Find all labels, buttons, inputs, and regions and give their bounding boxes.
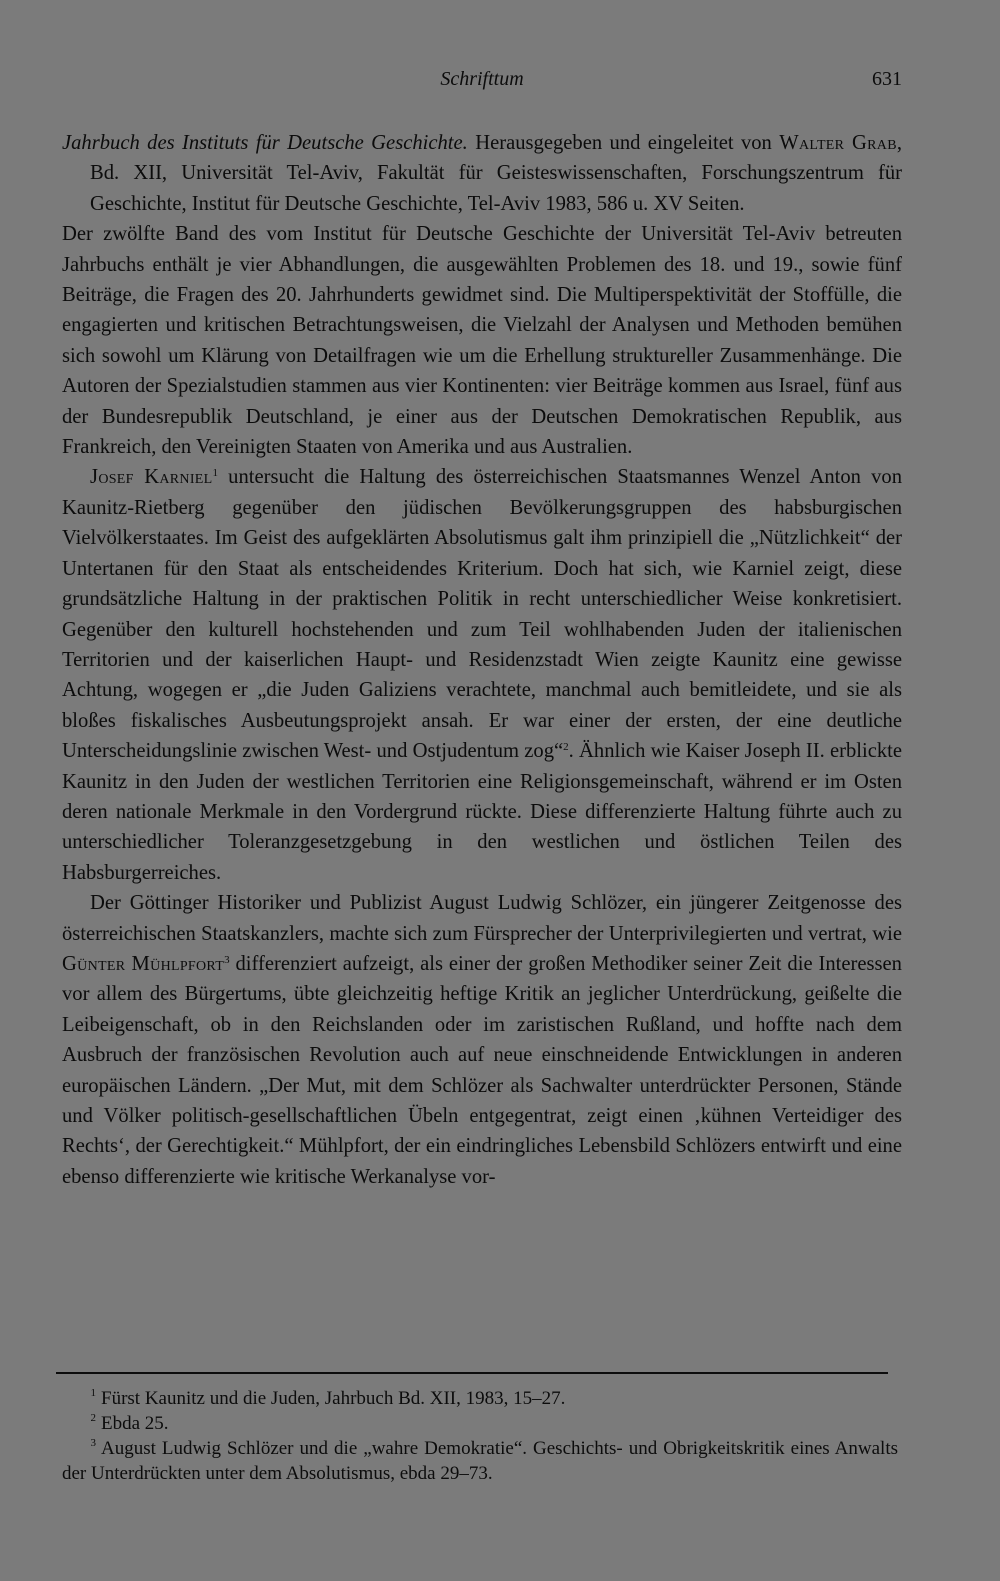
paragraph-3-text-a: Der Göttinger Historiker und Publizist August Ludwig Schlözer, ein jüngerer Zeitgenosse des österreichischen Staatskanzlers, machte sich zum Fürsprecher der Unterprivilegierten und vertrat, wie	[62, 892, 902, 945]
running-title: Schrifttum	[440, 68, 524, 90]
footnote-1-text: Fürst Kaunitz und die Juden, Jahrbuch Bd. XII, 1983, 15–27.	[101, 1388, 566, 1409]
author-name-karniel: Josef Karniel	[90, 466, 213, 489]
footnote-1: 1 Fürst Kaunitz und die Juden, Jahrbuch Bd. XII, 1983, 15–27.	[90, 1387, 566, 1409]
author-name-muehlpfort: Günter Mühlpfort	[62, 952, 225, 975]
editor-prefix: Herausgegeben und eingeleitet von	[467, 132, 780, 154]
paragraph-2-text-b: . Ähnlich wie Kaiser Joseph II. erblickte Kaunitz in den Juden der westlichen Territorien eine Religionsgemeinschaft, während er im Osten deren nationale Merkmale in den Vordergrund rückte. Diese differenzierte Haltung führte auch zu unterschiedlicher Toleranzgesetzgebung in den westlichen und östlichen Teilen des Habsburgerreiches.	[62, 740, 902, 884]
footnote-ref-2: 2	[563, 741, 569, 754]
page-number: 631	[872, 68, 902, 90]
footnote-ref-3: 3	[224, 953, 230, 966]
footnote-3: 3 August Ludwig Schlözer und die „wahre Demokratie“. Geschichts- und Obrigkeitskritik eines Anwalts der Unterdrückten unter dem Absolutismus, ebda 29–73.	[62, 1437, 898, 1484]
entry-details: , Bd. XII, Universität Tel-Aviv, Fakultät für Geisteswissenschaften, Forschungszentrum für Geschichte, Institut für Deutsche Geschichte, Tel-Aviv 1983, 586 u. XV Seiten.	[90, 132, 902, 215]
footnote-divider	[56, 1372, 888, 1374]
paragraph-2-text-a: untersucht die Haltung des österreichischen Staatsmannes Wenzel Anton von Kaunitz-Rietberg gegenüber den jüdischen Bevölkerungsgruppen des habsburgischen Vielvölkerstaates. Im Geist des aufgeklärten Absolutismus galt ihm prinzipiell die „Nützlichkeit“ der Untertanen für den Staat als entscheidendes Kriterium. Doch hat sich, wie Karniel zeigt, diese grundsätzliche Haltung in der praktischen Politik in recht unterschiedlicher Weise konkretisiert. Gegenüber den kulturell hochstehenden und zum Teil wohlhabenden Juden der italienischen Territorien und der kaiserlichen Haupt- und Residenzstadt Wien zeigte Kaunitz eine gewisse Achtung, wogegen er „die Juden Galiziens verachtete, manchmal auch bemitleidete, und sie als bloßes fiskalisches Ausbeutungsprojekt ansah. Er war einer der ersten, der eine deutliche Unterscheidungslinie zwischen West- und Ostjudentum zog“	[62, 466, 902, 763]
footnote-ref-1: 1	[212, 467, 218, 480]
footnote-3-text: August Ludwig Schlözer und die „wahre Demokratie“. Geschichts- und Obrigkeitskritik eines Anwalts der Unterdrückten unter dem Absolutismus, ebda 29–73.	[62, 1438, 898, 1484]
book-title: Jahrbuch des Instituts für Deutsche Geschichte.	[62, 132, 468, 154]
paragraph-3-text-b: differenziert aufzeigt, als einer der großen Methodiker seiner Zeit die Interessen vor allem des Bürgertums, übte gleichzeitig heftige Kritik an jeglicher Unterdrückung, geißelte die Leibeigenschaft, ob in den Reichslanden oder im zaristischen Rußland, und hoffte nach dem Ausbruch der französischen Revolution auch auf neue einschneidende Entwicklungen in anderen europäischen Ländern. „Der Mut, mit dem Schlözer als Sachwalter unterdrückter Personen, Stände und Völker politisch-gesellschaftlichen Übeln entgegentrat, zeigt einen ‚kühnen Verteidiger des Rechts‘, der Gerechtigkeit.“ Mühlpfort, der ein eindringliches Lebensbild Schlözers entwirft und eine ebenso differenzierte wie kritische Werkanalyse vor-	[62, 952, 902, 1188]
footnotes	[62, 1386, 898, 1486]
paragraph-3	[62, 888, 902, 1192]
editor-name: Walter Grab	[779, 132, 897, 154]
running-header	[62, 62, 902, 96]
paragraph-2	[62, 462, 902, 888]
footnote-2-text: Ebda 25.	[101, 1413, 169, 1434]
body-text	[62, 128, 902, 1192]
bibliographic-entry	[62, 128, 902, 219]
footnote-2: 2 Ebda 25.	[90, 1412, 169, 1434]
paragraph-1: Der zwölfte Band des vom Institut für Deutsche Geschichte der Universität Tel-Aviv betreuten Jahrbuchs enthält je vier Abhandlungen, die ausgewählten Problemen des 18. und 19., sowie fünf Beiträge, die Fragen des 20. Jahrhunderts gewidmet sind. Die Multiperspektivität der Stoffülle, die engagierten und kritischen Betrachtungsweisen, die Vielzahl der Analysen und Methoden bemühen sich sowohl um Klärung von Detailfragen wie um die Erhellung struktureller Zusammenhänge. Die Autoren der Spezialstudien stammen aus vier Kontinenten: vier Beiträge kommen aus Israel, fünf aus der Bundesrepublik Deutschland, je einer aus der Deutschen Demokratischen Republik, aus Frankreich, den Vereinigten Staaten von Amerika und aus Australien.	[62, 223, 902, 459]
